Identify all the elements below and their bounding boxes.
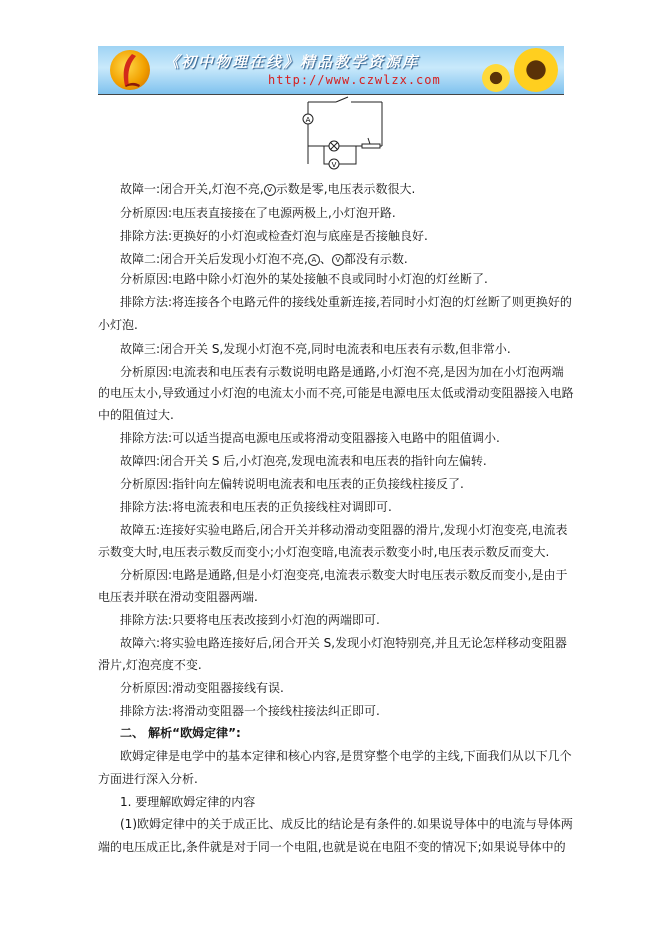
section-heading: 二、 解析“欧姆定律”:	[120, 726, 241, 740]
text-line: 故障二:闭合开关后发现小灯泡不亮, A 、 V 都没有示数.	[120, 252, 408, 266]
voltmeter-symbol: V	[331, 161, 337, 169]
text-line: 中的阻值过大.	[98, 408, 174, 422]
text-line: 分析原因:电路是通路,但是小灯泡变亮,电流表示数变大时电压表示数反而变小,是由于	[120, 568, 568, 582]
sunflower-icon	[482, 64, 510, 92]
text-line: 分析原因:指针向左偏转说明电流表和电压表的正负接线柱接反了.	[120, 477, 464, 491]
sunflower-icon	[514, 48, 558, 92]
text-line: 分析原因:滑动变阻器接线有误.	[120, 681, 284, 695]
text-line: 电压表并联在滑动变阻器两端.	[98, 590, 258, 604]
text-line: 排除方法:可以适当提高电源电压或将滑动变阻器接入电路中的阻值调小.	[120, 431, 500, 445]
text-line: 分析原因:电流表和电压表有示数说明电路是通路,小灯泡不亮,是因为加在小灯泡两端	[120, 365, 564, 379]
header-banner	[98, 46, 564, 94]
voltmeter-icon: V	[264, 184, 276, 196]
text-line: 分析原因:电路中除小灯泡外的某处接触不良或同时小灯泡的灯丝断了.	[120, 272, 488, 286]
text-line: 排除方法:将滑动变阻器一个接线柱接法纠正即可.	[120, 704, 380, 718]
subsection-heading: 1. 要理解欧姆定律的内容	[120, 795, 256, 809]
logo-mark-icon	[116, 52, 142, 88]
text-line: 欧姆定律是电学中的基本定律和核心内容,是贯穿整个电学的主线,下面我们从以下几个	[120, 749, 572, 763]
text-line: 排除方法:更换好的小灯泡或检查灯泡与底座是否接触良好.	[120, 229, 428, 243]
text-line: 滑片,灯泡亮度不变.	[98, 658, 202, 672]
text-line: 故障三:闭合开关 S,发现小灯泡不亮,同时电流表和电压表有示数,但非常小.	[120, 342, 511, 356]
ammeter-symbol: A	[305, 116, 311, 124]
text-line: 小灯泡.	[98, 318, 138, 332]
text-line: 排除方法:只要将电压表改接到小灯泡的两端即可.	[120, 613, 380, 627]
text-line: (1)欧姆定律中的关于成正比、成反比的结论是有条件的.如果说导体中的电流与导体两	[120, 817, 573, 831]
text-line: 示数变大时,电压表示数反而变小;小灯泡变暗,电流表示数变小时,电压表示数反而变大.	[98, 545, 550, 559]
header-url[interactable]: http://www.czwlzx.com	[268, 73, 441, 87]
header-title: 《初中物理在线》精品教学资源库	[164, 53, 420, 71]
text-line: 端的电压成正比,条件就是对于同一个电阻,也就是说在电阻不变的情况下;如果说导体中的	[98, 840, 566, 854]
text-line: 故障六:将实验电路连接好后,闭合开关 S,发现小灯泡特别亮,并且无论怎样移动变阻器	[120, 636, 567, 650]
text-line: 分析原因:电压表直接接在了电源两极上,小灯泡开路.	[120, 206, 396, 220]
ammeter-icon: A	[308, 254, 320, 266]
text-line: 排除方法:将电流表和电压表的正负接线柱对调即可.	[120, 500, 392, 514]
text-line: 方面进行深入分析.	[98, 772, 198, 786]
text-line: 故障一:闭合开关,灯泡不亮, V 示数是零,电压表示数很大.	[120, 182, 416, 196]
voltmeter-icon: V	[332, 254, 344, 266]
circuit-diagram	[296, 94, 392, 176]
text-line: 排除方法:将连接各个电路元件的接线处重新连接,若同时小灯泡的灯丝断了则更换好的	[120, 295, 572, 309]
text-line: 的电压太小,导致通过小灯泡的电流太小而不亮,可能是电源电压太低或滑动变阻器接入电路	[98, 386, 574, 400]
text-line: 故障四:闭合开关 S 后,小灯泡亮,发现电流表和电压表的指针向左偏转.	[120, 454, 487, 468]
text-line: 故障五:连接好实验电路后,闭合开关并移动滑动变阻器的滑片,发现小灯泡变亮,电流表	[120, 523, 568, 537]
